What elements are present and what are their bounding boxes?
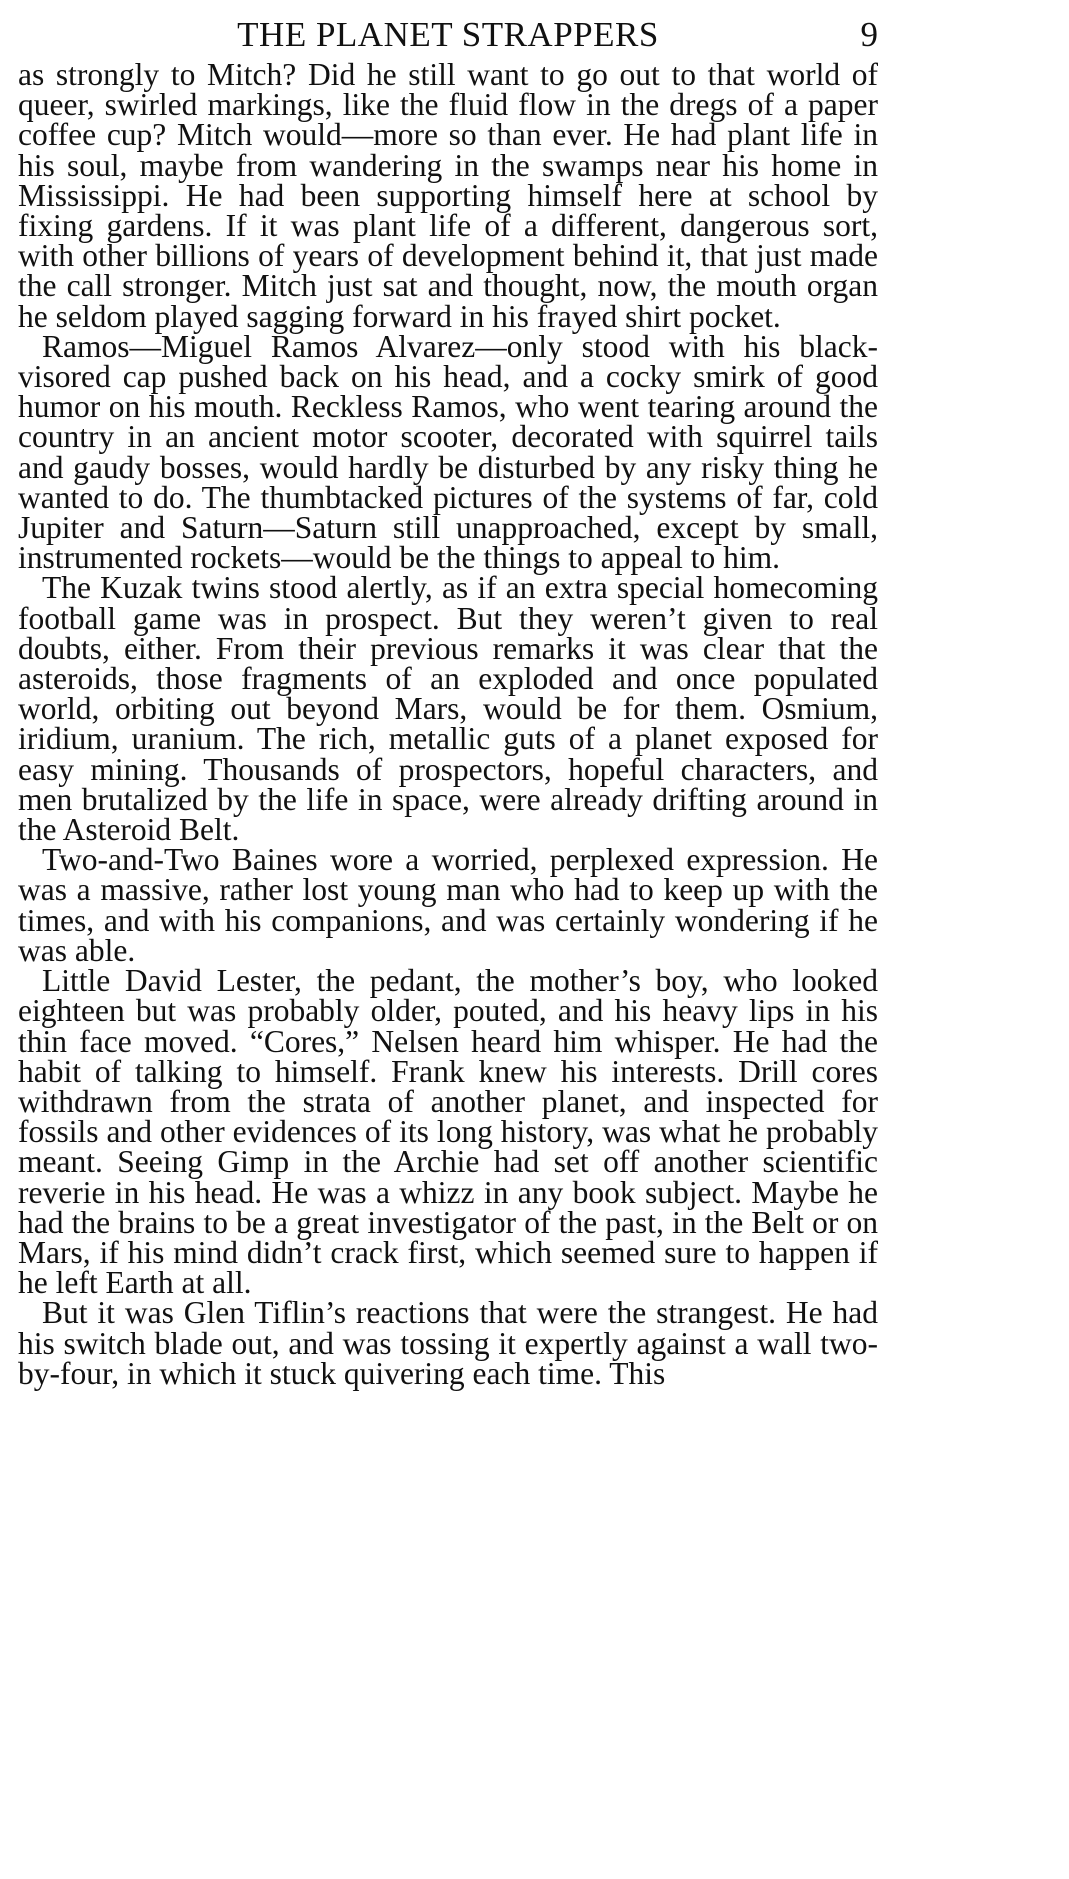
page-number: 9 xyxy=(860,15,878,54)
paragraph-5: Little David Lester, the pedant, the mother’s boy, who looked eighteen but was probably older, pouted, and his heavy lips in his thin face moved. “Cores,” Nelsen heard him whisper. He had the habit of talking to himself. Frank knew his interests. Drill cores withdrawn from the strata of another planet, and inspected for fossils and other evidences of its long history, was what he probably meant. Seeing Gimp in the Archie had set off another scientific reverie in his head. He was a whizz in any book subject. Maybe he had the brains to be a great investigator of the past, in the Belt or on Mars, if his mind didn’t crack first, which seemed sure to happen if he left Earth at all. xyxy=(18,963,878,1301)
paragraph-3: The Kuzak twins stood alertly, as if an extra special homecoming football game was in prospect. But they weren’t given to real doubts, either. From their previous remarks it was clear that the asteroids, those fragments of an exploded and once populated world, orbiting out beyond Mars, would be for them. Osmium, iridium, uranium. The rich, metallic guts of a planet exposed for easy mining. Thousands of prospectors, hopeful characters, and men brutalized by the life in space, were already drifting around in the Asteroid Belt. xyxy=(18,570,878,848)
paragraph-1: as strongly to Mitch? Did he still want to go out to that world of queer, swirled markings, like the fluid flow in the dregs of a paper coffee cup? Mitch would—more so than ever. He had plant life in his soul, maybe from wandering in the swamps near his home in Mississippi. He had been supporting himself here at school by fixing gardens. If it was plant life of a different, dangerous sort, with other billions of years of development behind it, that just made the call stronger. Mitch just sat and thought, now, the mouth organ he seldom played sagging forward in his frayed shirt pocket. xyxy=(18,57,878,334)
paragraph-2: Ramos—Miguel Ramos Alvarez—only stood with his black-visored cap pushed back on his head, and a cocky smirk of good humor on his mouth. Reckless Ramos, who went tearing around the country in an ancient motor scooter, decorated with squirrel tails and gaudy bosses, would hardly be disturbed by any risky thing he wanted to do. The thumbtacked pictures of the systems of far, cold Jupiter and Saturn—Saturn still unapproached, except by small, instrumented rockets—would be the things to appeal to him. xyxy=(18,328,878,576)
book-page xyxy=(18,10,878,1389)
running-title: THE PLANET STRAPPERS xyxy=(237,15,659,54)
body-text xyxy=(18,57,878,1391)
running-header xyxy=(18,10,878,60)
paragraph-4: Two-and-Two Baines wore a worried, perplexed expression. He was a massive, rather lost young man who had to keep up with the times, and with his companions, and was certainly wondering if he was able. xyxy=(18,842,878,968)
paragraph-6: But it was Glen Tiflin’s reactions that were the strangest. He had his switch blade out, and was tossing it expertly against a wall two-by-four, in which it stuck quivering each time. This xyxy=(18,1295,878,1391)
